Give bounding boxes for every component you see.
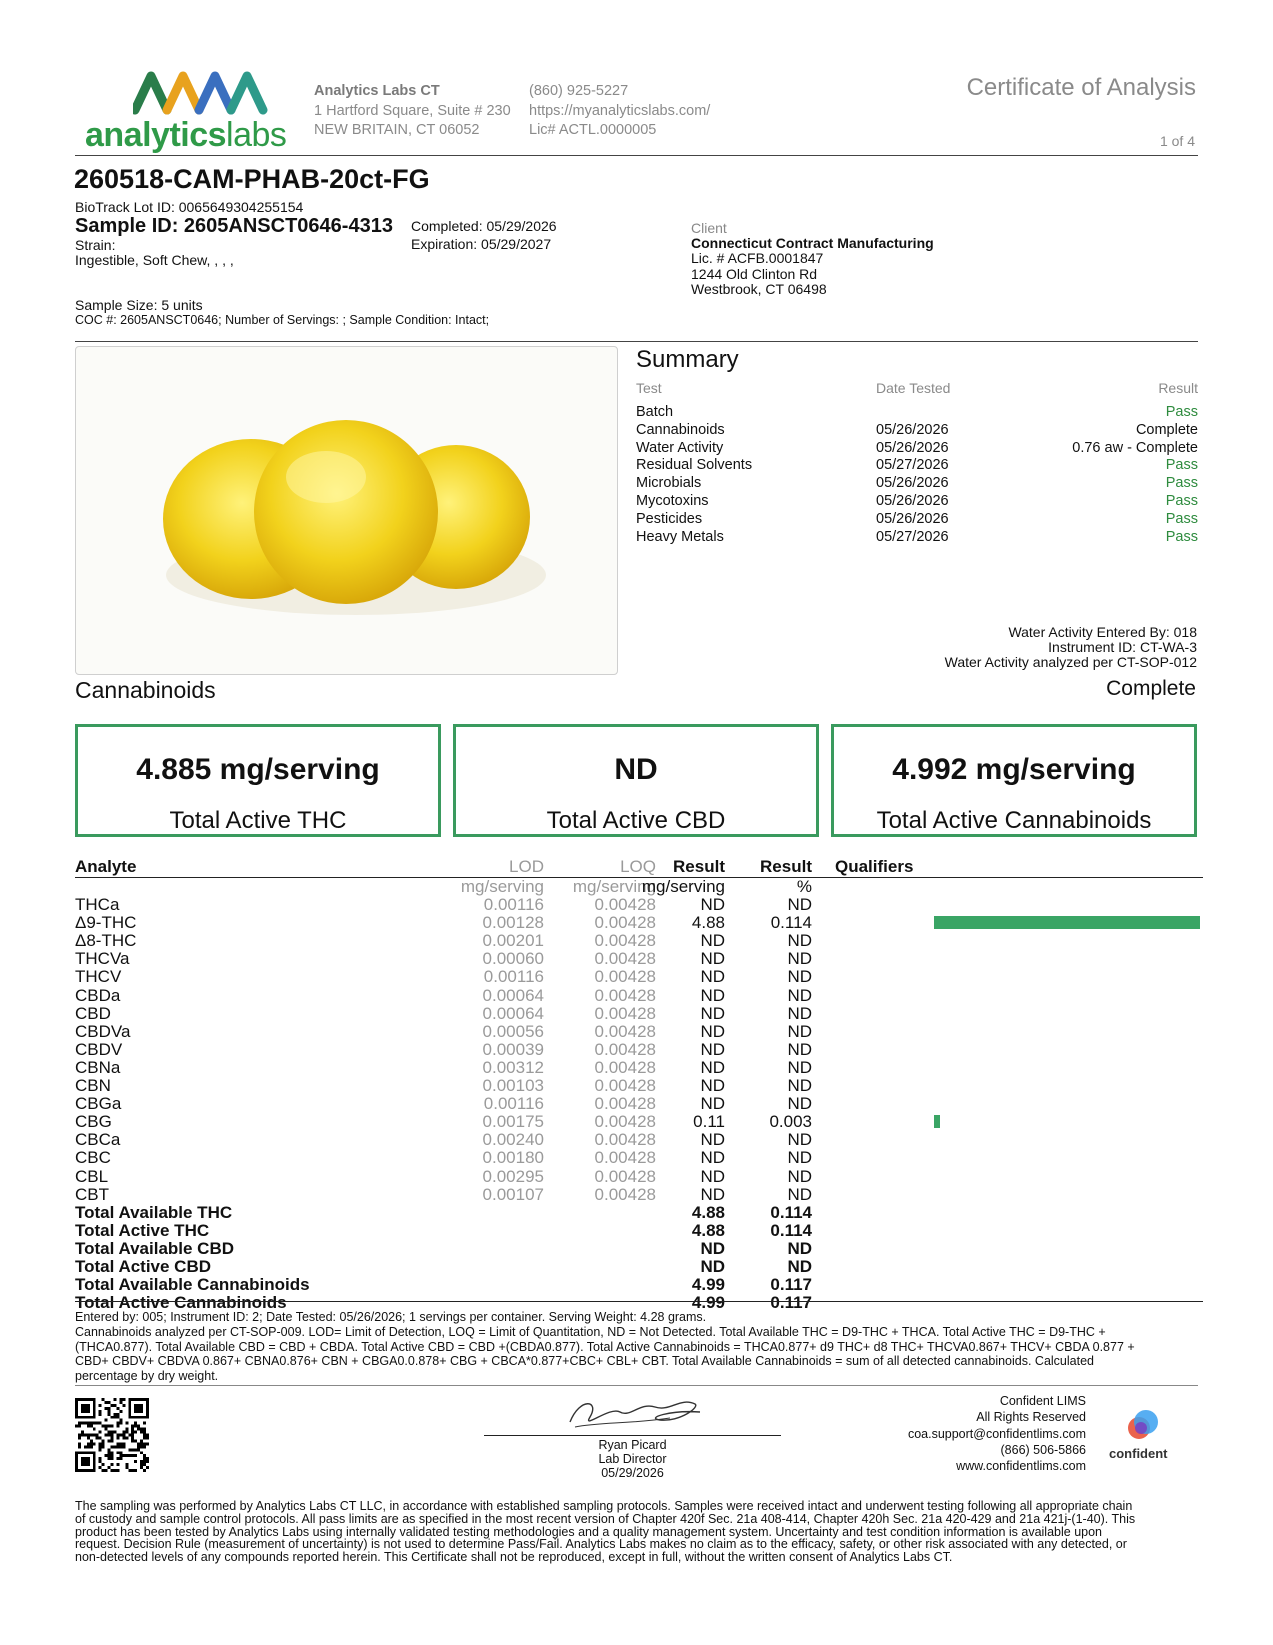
client-label: Client	[691, 220, 727, 236]
analyte-table	[75, 857, 1205, 1313]
summary-test: Microbials	[636, 475, 702, 492]
summary-date: 05/27/2026	[876, 457, 949, 474]
analyte-row	[75, 1059, 1205, 1077]
total-name: Total Available THC	[75, 1202, 233, 1222]
total-result-pct: 0.117	[770, 1293, 812, 1313]
total-result: 4.88	[691, 1220, 725, 1240]
analyte-lod: 0.00064	[482, 985, 544, 1005]
summary-test: Batch	[636, 404, 674, 420]
summary-date: 05/26/2026	[876, 493, 949, 509]
summary-col-result: Result	[1158, 380, 1198, 396]
lab-address-line2: NEW BRITAIN, CT 06052	[314, 122, 480, 138]
analyte-name: CBG	[75, 1112, 112, 1132]
analyte-loq: 0.00428	[594, 1112, 656, 1132]
summary-title: Summary	[636, 346, 739, 373]
summary-result: Pass	[1165, 510, 1198, 527]
analyte-result: 4.88	[691, 913, 725, 933]
summary-result: 0.76 aw - Complete	[1072, 439, 1198, 456]
summary-result: Pass	[1165, 457, 1198, 474]
client-license: Lic. # ACFB.0001847	[691, 250, 824, 267]
summary-test: Cannabinoids	[636, 421, 725, 438]
summary-date: 05/26/2026	[876, 421, 949, 438]
cannabinoids-status: Complete	[1106, 677, 1196, 700]
summary-table	[636, 404, 1198, 554]
soft-chew-image	[76, 347, 617, 674]
lab-name: Analytics Labs CT	[314, 83, 440, 99]
analyte-result: ND	[700, 985, 725, 1005]
col-result-pct: Result	[760, 857, 812, 876]
analyte-loq: 0.00428	[594, 913, 656, 933]
unit-pct: %	[796, 877, 812, 896]
client-block	[691, 221, 934, 297]
coc-info: COC #: 2605ANSCT0646; Number of Servings: ; Sample Condition: Intact;	[75, 313, 490, 327]
note-line: percentage by dry weight.	[75, 1369, 219, 1384]
summary-result: Pass	[1165, 528, 1198, 545]
analyte-row	[75, 1077, 1205, 1095]
analyte-row	[75, 1113, 1205, 1131]
analyte-table-header	[75, 858, 1205, 876]
signature-block	[484, 1438, 781, 1480]
analyte-result-pct: ND	[787, 1166, 812, 1186]
analyte-lod: 0.00107	[482, 1184, 544, 1204]
total-result: ND	[700, 1257, 725, 1276]
analyte-result: ND	[700, 1184, 725, 1204]
wa-entered-by: Water Activity Entered By: 018	[1008, 624, 1197, 640]
footer-line: of custody and sample control protocols. All pass limits are as specified in the most recent version of Chapter 420f Sec. 21a 408-414, Chapter 420h Sec. 21a 420-429 and 21a 421j-(1-40). This	[75, 1511, 1136, 1526]
analyte-row	[75, 1023, 1205, 1041]
analyte-row	[75, 968, 1205, 986]
analyte-lod: 0.00103	[482, 1076, 544, 1095]
total-result: 4.88	[691, 1202, 725, 1222]
analyte-loq: 0.00428	[594, 1021, 656, 1041]
analyte-loq: 0.00428	[594, 1184, 656, 1204]
analyte-lod: 0.00116	[483, 895, 544, 914]
analyte-name: Δ9-THC	[75, 913, 137, 933]
product-photo	[75, 346, 618, 675]
analyte-loq: 0.00428	[594, 1039, 656, 1059]
analyte-result-pct: ND	[787, 949, 812, 969]
analyte-bar	[934, 916, 1200, 929]
total-row	[75, 1204, 1205, 1222]
analyte-result-pct: ND	[787, 1021, 812, 1041]
analyte-name: CBCa	[75, 1130, 121, 1150]
unit-loq: mg/serving	[572, 877, 656, 896]
analyte-lod: 0.00060	[482, 949, 544, 969]
summary-result: Complete	[1135, 421, 1198, 438]
qr-code[interactable]	[75, 1398, 149, 1472]
total-result-pct: ND	[787, 1238, 812, 1258]
analyte-name: CBC	[75, 1148, 111, 1168]
lims-email[interactable]: coa.support@confidentlims.com	[907, 1426, 1086, 1441]
col-result: Result	[673, 857, 725, 876]
total-active-thc-box	[75, 724, 441, 837]
analyte-result: ND	[700, 931, 725, 951]
signature-line	[484, 1435, 781, 1436]
col-qualifiers: Qualifiers	[835, 857, 914, 876]
analyte-result: ND	[700, 895, 725, 914]
lims-name: Confident LIMS	[999, 1394, 1086, 1408]
client-name: Connecticut Contract Manufacturing	[691, 235, 934, 252]
wa-instrument: Instrument ID: CT-WA-3	[1048, 639, 1197, 655]
analyte-result-pct: ND	[787, 1039, 812, 1059]
total-row	[75, 1258, 1205, 1276]
analyte-loq: 0.00428	[594, 931, 656, 951]
analyte-name: CBDVa	[75, 1021, 131, 1041]
summary-row	[636, 404, 1198, 422]
analyte-loq: 0.00428	[594, 1057, 656, 1077]
total-result: 4.99	[691, 1293, 725, 1313]
summary-test: Pesticides	[636, 510, 703, 527]
analyte-lod: 0.00175	[482, 1112, 544, 1132]
table-bottom-rule	[75, 1301, 1203, 1302]
analyte-name: CBGa	[75, 1094, 122, 1114]
total-name: Total Available Cannabinoids	[75, 1275, 310, 1295]
analyte-loq: 0.00428	[594, 1094, 656, 1114]
notes-divider	[75, 1385, 1198, 1386]
analyte-name: CBL	[75, 1166, 109, 1186]
analyte-row	[75, 1186, 1205, 1204]
analyte-lod: 0.00180	[482, 1148, 544, 1168]
confident-logo-icon	[1122, 1408, 1162, 1442]
analyte-name: Δ8-THC	[75, 931, 137, 951]
total-name: Total Active Cannabinoids	[75, 1293, 287, 1313]
analyte-result-pct: ND	[787, 1148, 812, 1168]
analyte-units-row	[75, 878, 1205, 896]
sample-divider	[75, 341, 1198, 342]
col-lod: LOD	[509, 857, 544, 876]
col-loq: LOQ	[620, 857, 656, 876]
summary-header	[636, 380, 1198, 398]
analyte-lod: 0.00128	[482, 913, 544, 933]
summary-col-date: Date Tested	[876, 380, 951, 396]
note-line: Cannabinoids analyzed per CT-SOP-009. LOD= Limit of Detection, LOQ = Limit of Quantitation, ND = Not Detected. Total Available THC = D9-THC + THCA. Total Active THC = D9-THC +	[75, 1324, 1106, 1339]
analyte-name: CBNa	[75, 1057, 121, 1077]
logo-text-light: labs	[226, 116, 287, 154]
water-activity-info	[945, 625, 1197, 670]
analyte-lod: 0.00039	[482, 1039, 544, 1059]
sample-size: Sample Size: 5 units	[75, 297, 203, 313]
analyte-row	[75, 914, 1205, 932]
signature-date: 05/29/2026	[601, 1466, 664, 1480]
total-active-cbd-box	[453, 724, 819, 837]
analyte-result: ND	[700, 1148, 725, 1168]
analyte-result: ND	[700, 1130, 725, 1150]
analyte-name: THCVa	[75, 949, 130, 969]
strain: Strain:	[75, 237, 116, 253]
summary-test: Heavy Metals	[636, 528, 724, 545]
product-id: 260518-CAM-PHAB-20ct-FG	[74, 164, 430, 194]
lab-address-line1: 1 Hartford Square, Suite # 230	[314, 102, 511, 119]
analyte-result-pct: ND	[787, 985, 812, 1005]
analyte-lod: 0.00240	[482, 1130, 544, 1150]
signature-image	[560, 1392, 710, 1436]
analyte-name: CBT	[75, 1184, 109, 1204]
analyte-name: CBN	[75, 1076, 111, 1095]
total-result-pct: 0.114	[770, 1202, 812, 1222]
total-row	[75, 1240, 1205, 1258]
analyte-name: CBDV	[75, 1039, 123, 1059]
lab-phone: (860) 925-5227	[529, 83, 629, 99]
analyte-row	[75, 1041, 1205, 1059]
total-active-thc-label: Total Active THC	[169, 807, 347, 834]
wa-sop: Water Activity analyzed per CT-SOP-012	[944, 654, 1197, 670]
note-line: Entered by: 005; Instrument ID: 2; Date Tested: 05/26/2026; 1 servings per container. Serving Weight: 4.28 grams.	[75, 1310, 707, 1324]
total-result-pct: 0.117	[770, 1275, 812, 1295]
total-name: Total Available CBD	[75, 1238, 235, 1258]
analyte-result-pct: ND	[787, 967, 812, 987]
analyte-result: ND	[700, 1076, 725, 1095]
analyte-name: CBD	[75, 1003, 111, 1023]
summary-result: Pass	[1165, 404, 1198, 420]
expiration-date: Expiration: 05/29/2027	[411, 236, 552, 252]
summary-test: Water Activity	[636, 439, 724, 456]
analyte-result: ND	[700, 1021, 725, 1041]
analyte-result-pct: ND	[787, 1184, 812, 1204]
summary-row	[636, 440, 1198, 458]
analyte-result-pct: ND	[787, 895, 812, 914]
summary-row	[636, 475, 1198, 493]
summary-date: 05/27/2026	[876, 528, 949, 545]
completed-date: Completed: 05/29/2026	[411, 218, 557, 234]
footer-line: non-detected levels of any compounds reported herein. This Certificate shall not be reproduced, except in full, without the written consent of Analytics Labs CT.	[75, 1550, 953, 1565]
analyte-loq: 0.00428	[594, 1166, 656, 1186]
lab-contact-block	[529, 82, 710, 141]
analyte-row	[75, 1005, 1205, 1023]
analyte-name: THCa	[75, 895, 120, 914]
total-result-pct: ND	[787, 1257, 812, 1276]
analyte-lod: 0.00064	[482, 1003, 544, 1023]
lims-rights: All Rights Reserved	[976, 1410, 1086, 1425]
analyte-result: ND	[700, 1057, 725, 1077]
summary-date: 05/26/2026	[876, 510, 949, 527]
analyte-result: ND	[700, 1094, 725, 1114]
analyte-loq: 0.00428	[594, 1003, 656, 1023]
unit-lod: mg/serving	[460, 877, 544, 896]
analyte-lod: 0.00116	[483, 1094, 544, 1114]
analyte-loq: 0.00428	[594, 1148, 656, 1168]
summary-row	[636, 422, 1198, 440]
summary-test: Residual Solvents	[636, 457, 753, 474]
analyte-loq: 0.00428	[594, 895, 656, 914]
analyte-result-pct: ND	[787, 931, 812, 951]
analyte-row	[75, 987, 1205, 1005]
analyte-result: ND	[700, 1003, 725, 1023]
logo-text-bold: analytics	[85, 116, 227, 154]
analyte-row	[75, 1149, 1205, 1167]
analyte-result-pct: ND	[787, 1076, 812, 1095]
summary-date: 05/26/2026	[876, 475, 949, 492]
total-active-thc-value: 4.885 mg/serving	[136, 753, 380, 786]
summary-row	[636, 529, 1198, 547]
summary-row	[636, 511, 1198, 529]
lab-website[interactable]: https://myanalyticslabs.com/	[529, 102, 711, 119]
total-active-cannabinoids-label: Total Active Cannabinoids	[876, 807, 1152, 834]
analyte-result-pct: 0.003	[769, 1112, 812, 1132]
lims-info	[908, 1393, 1086, 1474]
summary-row	[636, 457, 1198, 475]
summary-result: Pass	[1165, 493, 1198, 509]
total-active-cbd-value: ND	[614, 753, 658, 786]
lab-address-block	[314, 82, 511, 141]
cannabinoid-notes	[75, 1310, 1205, 1384]
analyte-loq: 0.00428	[594, 985, 656, 1005]
signer-title: Lab Director	[598, 1452, 667, 1466]
analyte-row	[75, 950, 1205, 968]
analyte-row	[75, 896, 1205, 914]
biotrack-lot-id: BioTrack Lot ID: 0065649304255154	[75, 199, 304, 215]
logo-mark-icon	[133, 70, 323, 118]
footer-line: The sampling was performed by Analytics Labs CT LLC, in accordance with established sampling protocols. Samples were received intact and underwent testing following all appropriate chain	[75, 1499, 1133, 1513]
document-title: Certificate of Analysis	[966, 74, 1196, 101]
client-address2: Westbrook, CT 06498	[691, 280, 827, 297]
confident-logo	[1107, 1408, 1177, 1464]
analyte-name: CBDa	[75, 985, 121, 1005]
footer-line: request. Decision Rule (measurement of uncertainty) is not used to determine Pass/Fail. Analytics Labs makes no claim as to the efficacy, safety, or other risk associated with any detected, or	[75, 1537, 1127, 1552]
analyte-loq: 0.00428	[594, 949, 656, 969]
analyte-row	[75, 1095, 1205, 1113]
signer-name: Ryan Picard	[598, 1438, 667, 1452]
total-name: Total Active THC	[75, 1220, 210, 1240]
analyte-result-pct: ND	[787, 1130, 812, 1150]
note-line: CBD+ CBDV+ CBDVA 0.867+ CBNA0.876+ CBN + CBGA0.0.878+ CBG + CBCA*0.877+CBC+ CBL+ CBT. Total Available Cannabinoids = sum of all detected cannabinoids. Calculated	[75, 1354, 1094, 1369]
analyte-result: ND	[700, 1166, 725, 1186]
footer-line: product has been tested by Analytics Labs using internally validated testing methodologies and a quality management system. Uncertainty and test condition information is available upon	[75, 1524, 1103, 1539]
confident-logo-text: confident	[1109, 1446, 1168, 1461]
sample-id: Sample ID: 2605ANSCT0646-4313	[75, 215, 393, 237]
analyte-lod: 0.00056	[482, 1021, 544, 1041]
unit-result: mg/serving	[641, 877, 725, 896]
analyte-bar	[934, 1115, 940, 1128]
lab-logo	[85, 70, 285, 160]
legal-footer	[75, 1500, 1205, 1564]
analyte-result: 0.11	[693, 1112, 725, 1132]
analyte-loq: 0.00428	[594, 967, 656, 987]
total-result: ND	[700, 1238, 725, 1258]
analyte-name: THCV	[75, 967, 122, 987]
lims-web[interactable]: www.confidentlims.com	[956, 1459, 1086, 1474]
total-row	[75, 1276, 1205, 1294]
analyte-loq: 0.00428	[594, 1130, 656, 1150]
col-analyte: Analyte	[75, 857, 137, 876]
analyte-lod: 0.00116	[483, 967, 544, 987]
total-active-cannabinoids-box	[831, 724, 1197, 837]
analyte-lod: 0.00312	[482, 1057, 544, 1077]
analyte-loq: 0.00428	[594, 1076, 656, 1095]
analyte-result-pct: ND	[787, 1003, 812, 1023]
client-address1: 1244 Old Clinton Rd	[691, 265, 818, 282]
summary-test: Mycotoxins	[636, 493, 709, 509]
analyte-row	[75, 932, 1205, 950]
sample-matrix: Ingestible, Soft Chew, , , ,	[75, 252, 234, 268]
header-divider	[75, 155, 1198, 156]
lims-phone: (866) 506-5866	[1000, 1442, 1086, 1457]
total-row	[75, 1222, 1205, 1240]
lab-license: Lic# ACTL.0000005	[529, 122, 657, 138]
analyte-result: ND	[700, 967, 725, 987]
analyte-result-pct: 0.114	[770, 913, 812, 933]
analyte-result-pct: ND	[787, 1094, 812, 1114]
total-active-cbd-label: Total Active CBD	[546, 807, 726, 834]
page-number: 1 of 4	[1159, 133, 1195, 149]
note-line: (THCA0.877). Total Available CBD = CBD + CBDA. Total Active CBD = CBD +(CBDA0.877). Total Active Cannabinoids = THCA0.877+ d9 THC+ d8 THC+ THCVA0.867+ THCV+ CBDA 0.877 +	[75, 1339, 1135, 1354]
summary-row	[636, 493, 1198, 511]
analyte-result: ND	[700, 949, 725, 969]
analyte-row	[75, 1131, 1205, 1149]
total-result-pct: 0.114	[770, 1220, 812, 1240]
summary-result: Pass	[1165, 475, 1198, 492]
analyte-row	[75, 1168, 1205, 1186]
analyte-lod: 0.00201	[482, 931, 544, 951]
total-name: Total Active CBD	[75, 1257, 212, 1276]
total-active-cannabinoids-value: 4.992 mg/serving	[892, 753, 1136, 786]
analyte-result: ND	[700, 1039, 725, 1059]
cannabinoids-title: Cannabinoids	[75, 677, 216, 703]
analyte-lod: 0.00295	[482, 1166, 544, 1186]
summary-date: 05/26/2026	[876, 439, 949, 456]
total-result: 4.99	[691, 1275, 725, 1295]
summary-col-test: Test	[636, 380, 662, 396]
analyte-result-pct: ND	[787, 1057, 812, 1077]
